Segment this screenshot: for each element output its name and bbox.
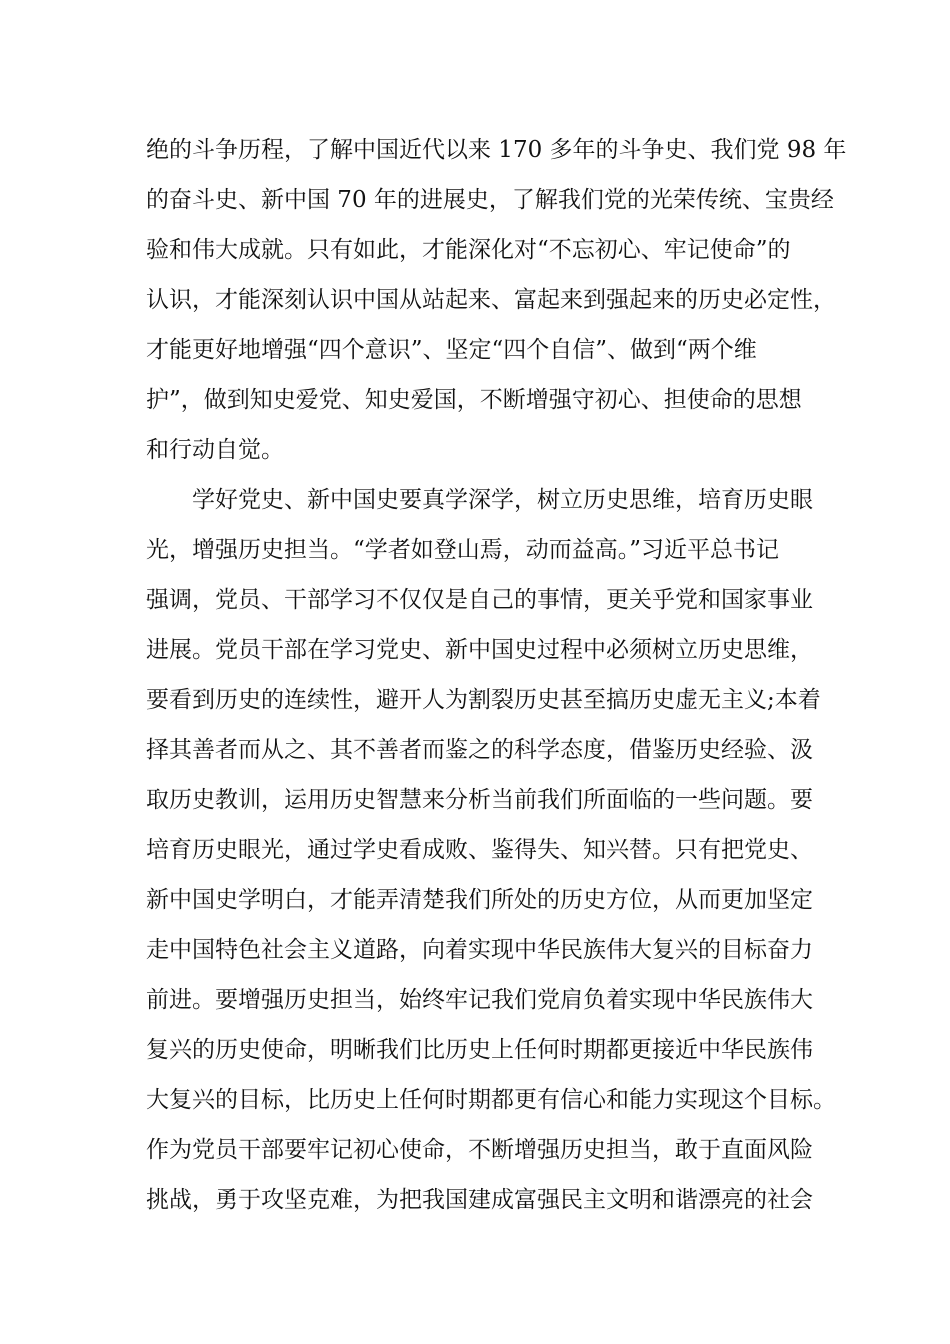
text-line: 要看到历史的连续性，避开人为割裂历史甚至搞历史虚无主义;本着 xyxy=(146,687,821,713)
text-line: 进展。党员干部在学习党史、新中国史过程中必须树立历史思维， xyxy=(146,637,813,663)
text-line: 新中国史学明白，才能弄清楚我们所处的历史方位，从而更加坚定 xyxy=(146,887,813,913)
text-line: 取历史教训，运用历史智慧来分析当前我们所面临的一些问题。要 xyxy=(146,787,813,813)
text-line: 前进。要增强历史担当，始终牢记我们党肩负着实现中华民族伟大 xyxy=(146,987,813,1013)
text-line: 培育历史眼光，通过学史看成败、鉴得失、知兴替。只有把党史、 xyxy=(146,837,813,863)
text-line: 择其善者而从之、其不善者而鉴之的科学态度，借鉴历史经验、汲 xyxy=(146,737,813,763)
text-line: 走中国特色社会主义道路，向着实现中华民族伟大复兴的目标奋力 xyxy=(146,937,813,963)
text-line: 和行动自觉。 xyxy=(146,437,284,463)
text-line: 才能更好地增强“四个意识”、坚定“四个自信”、做到“两个维 xyxy=(146,337,757,363)
text-line: 认识，才能深刻认识中国从站起来、富起来到强起来的历史必定性， xyxy=(146,287,836,313)
body-text xyxy=(146,132,846,1232)
text-line: 强调，党员、干部学习不仅仅是自己的事情，更关乎党和国家事业 xyxy=(146,587,813,613)
text-line: 大复兴的目标，比历史上任何时期都更有信心和能力实现这个目标。 xyxy=(146,1087,836,1113)
paragraph-first-line: 学好党史、新中国史要真学深学，树立历史思维，培育历史眼 xyxy=(192,487,813,513)
text-line: 挑战，勇于攻坚克难，为把我国建成富强民主文明和谐漂亮的社会 xyxy=(146,1187,813,1213)
text-line: 护”，做到知史爱党、知史爱国，不断增强守初心、担使命的思想 xyxy=(146,387,802,413)
text-line: 作为党员干部要牢记初心使命，不断增强历史担当，敢于直面风险 xyxy=(146,1137,813,1163)
text-line: 验和伟大成就。只有如此，才能深化对“不忘初心、牢记使命”的 xyxy=(146,237,791,263)
text-line: 复兴的历史使命，明晰我们比历史上任何时期都更接近中华民族伟 xyxy=(146,1037,813,1063)
text-line: 绝的斗争历程，了解中国近代以来 170 多年的斗争史、我们党 98 年 xyxy=(146,137,847,163)
text-line: 光，增强历史担当。“学者如登山焉，动而益高。”习近平总书记 xyxy=(146,537,780,563)
text-line: 的奋斗史、新中国 70 年的进展史，了解我们党的光荣传统、宝贵经 xyxy=(146,187,834,213)
